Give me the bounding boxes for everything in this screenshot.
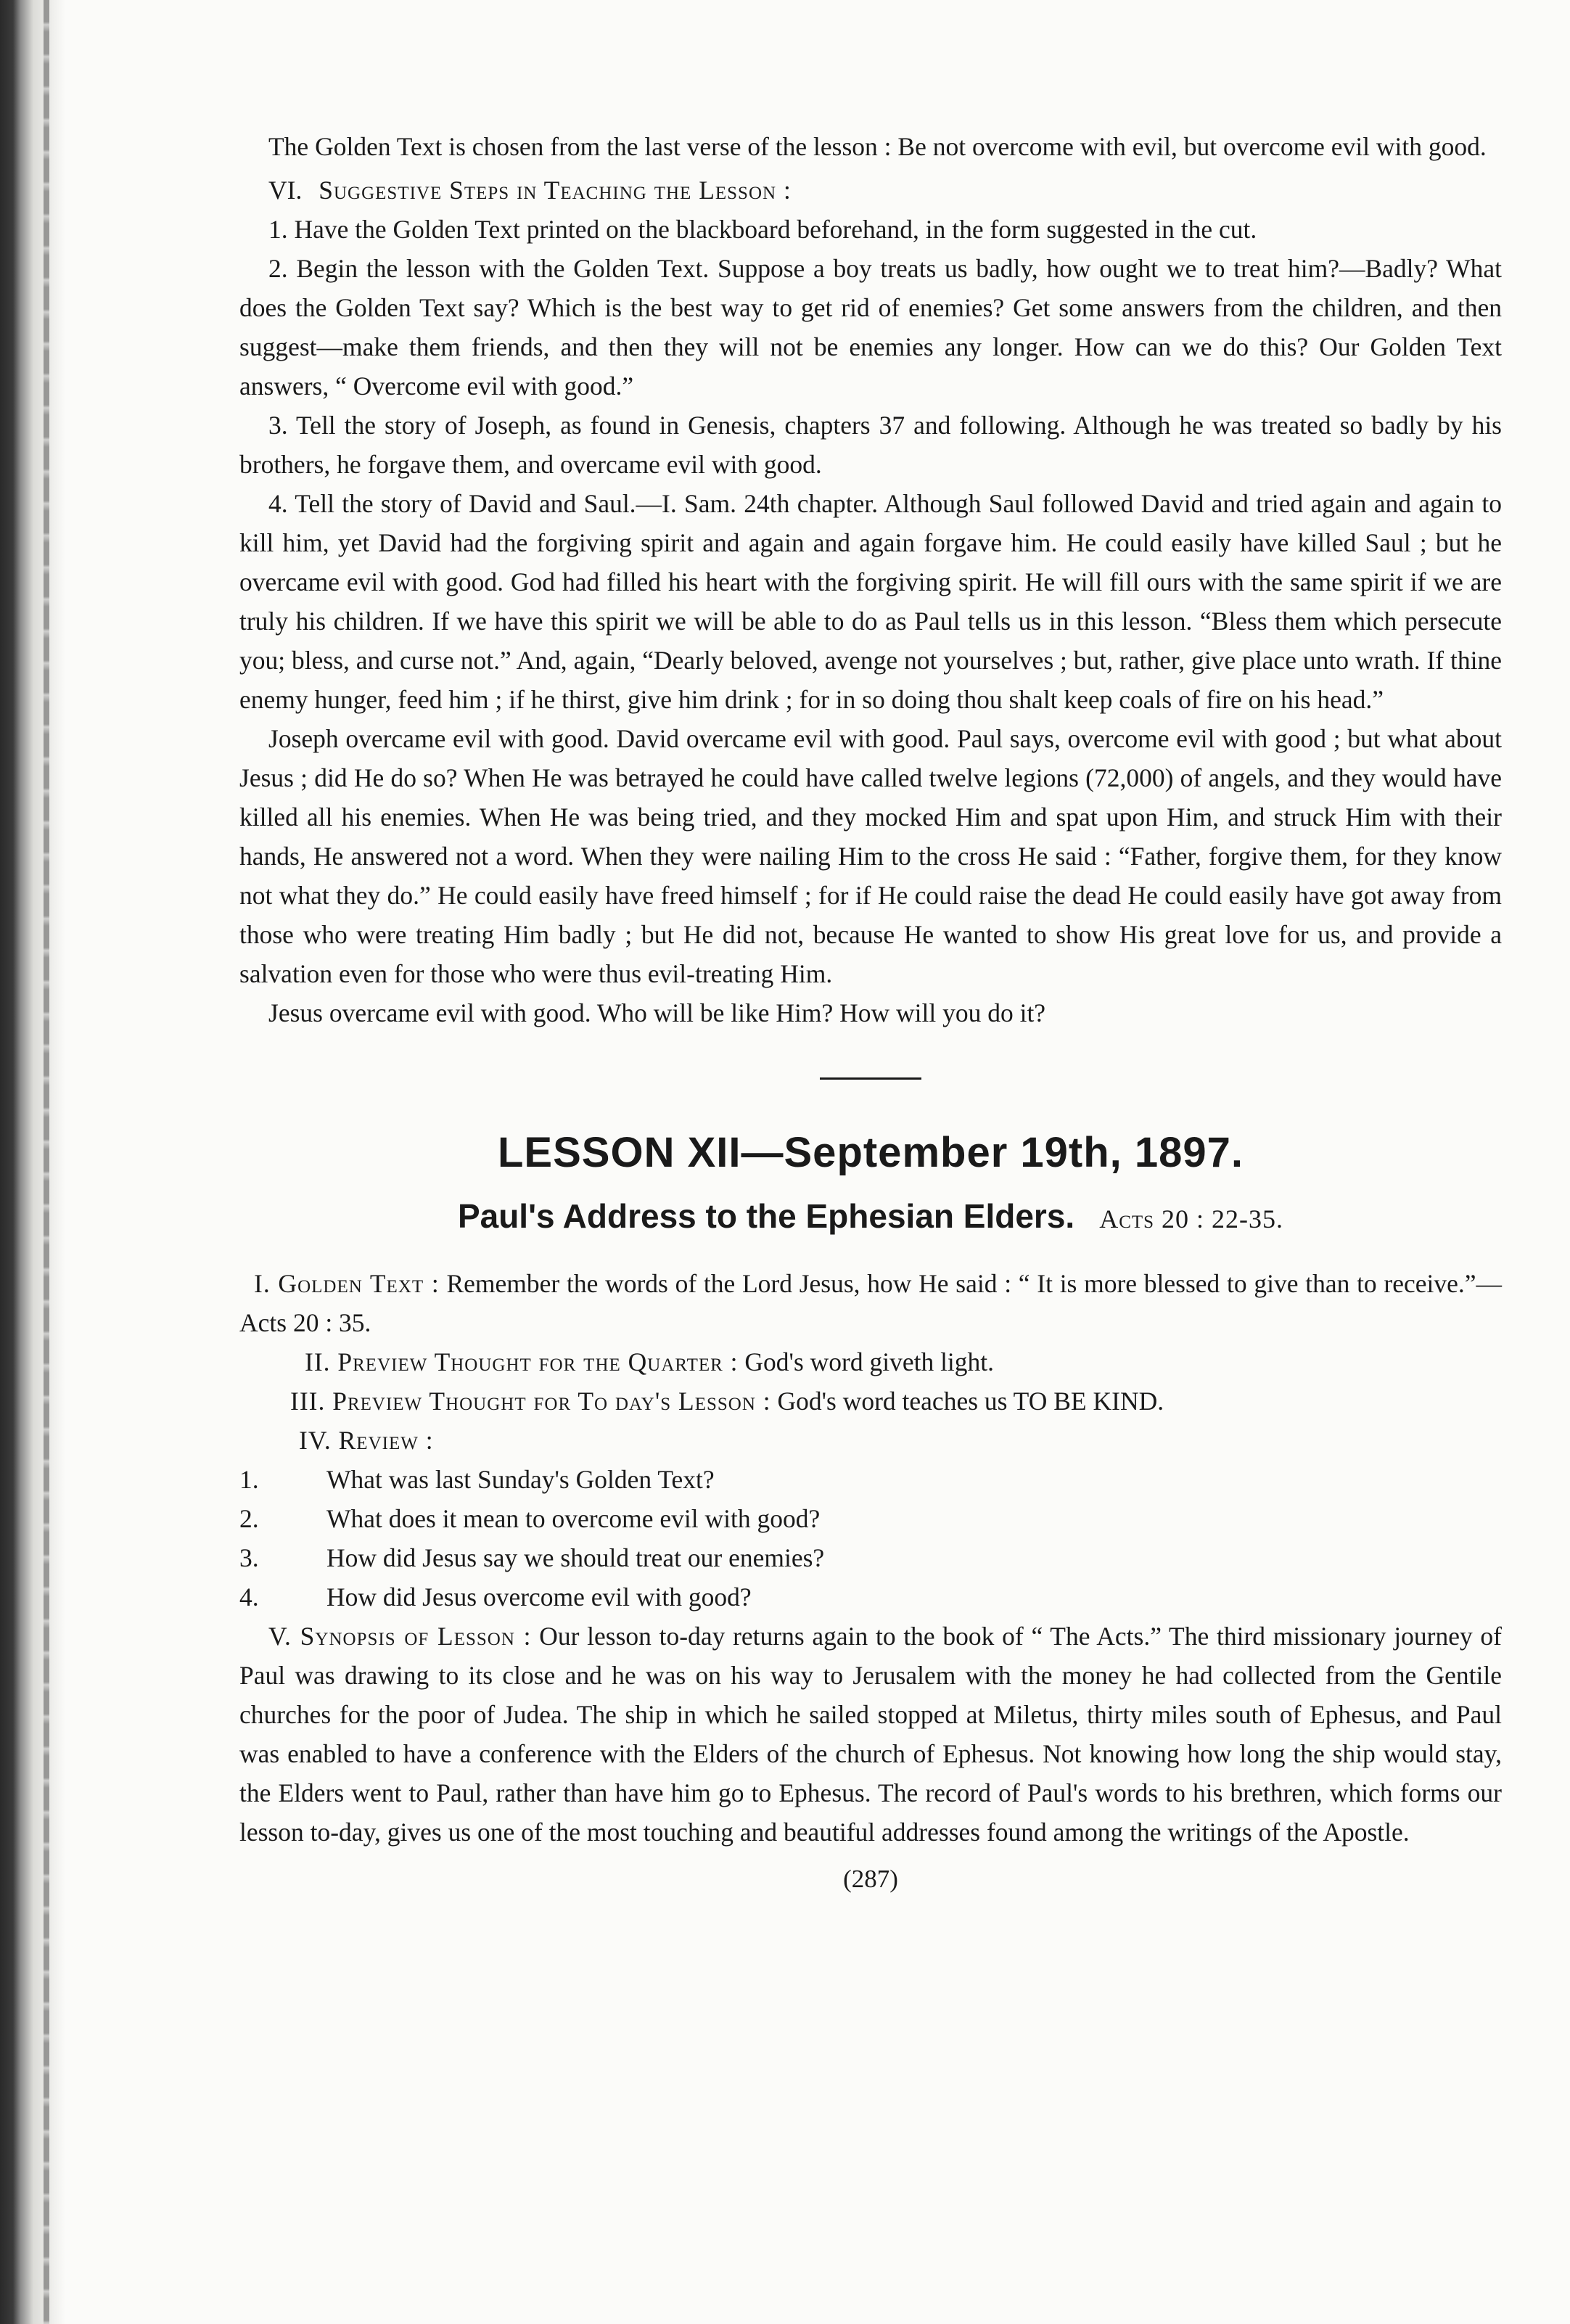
review-question: [239, 1538, 1502, 1577]
step-4: 4. Tell the story of David and Saul.—I. Sam. 24th chapter. Although Saul followed David and tried again and again to kill him, yet David had the forgiving spirit and again and again forgave him. He could easily have killed Saul ; but he overcame evil with good. God had filled his heart with the forgiving spirit. He will fill ours with the same spirit if we are truly his children. If we have this spirit we will be able to do as Paul tells us in this lesson. “Bless them which persecute you; bless, and curse not.” And, again, “Dearly beloved, avenge not yourselves ; but, rather, give place unto wrath. If thine enemy hunger, feed him ; if he thirst, give him drink ; for in so doing thou shalt keep coals of fire on his head.”: [239, 489, 1502, 714]
step-3: 3. Tell the story of Joseph, as found in Genesis, chapters 37 and following. Although he was treated so badly by his brothers, he forgave them, and overcame evil with good.: [239, 411, 1502, 479]
review-heading: [239, 1421, 1502, 1460]
review-question-number: 1.: [239, 1465, 259, 1494]
review-question-text: How did Jesus say we should treat our enemies?: [326, 1543, 825, 1572]
section-heading-text: Suggestive Steps in Teaching the Lesson :: [318, 176, 792, 205]
preview-quarter-text: God's word giveth light.: [744, 1347, 995, 1376]
synopsis-text: Our lesson to-day returns again to the book of “ The Acts.” The third missionary journey of Paul was drawing to its close and he was on his way to Jerusalem with the money he had collected from the Gentile churches for the poor of Judea. The ship in which he sailed stopped at Miletus, thirty miles south of Ephesus, and Paul was enabled to have a conference with the Elders of the church of Ephesus. Not knowing how long the ship would stay, the Elders went to Paul, rather than have him go to Ephesus. The record of Paul's words to his brethren, which forms our lesson to-day, gives us one of the most touching and beautiful addresses found among the writings of the Apostle.: [239, 1622, 1503, 1847]
review-question-text: How did Jesus overcome evil with good?: [326, 1582, 752, 1611]
golden-text-item: [239, 1264, 1502, 1342]
golden-text-paragraph: The Golden Text is chosen from the last verse of the lesson : Be not overcome with evil, but overcome evil with good.: [268, 132, 1487, 161]
review-label: IV. Review :: [299, 1426, 434, 1455]
closing-paragraph: Jesus overcame evil with good. Who will be like Him? How will you do it?: [268, 998, 1046, 1027]
lesson-subtitle-text: Paul's Address to the Ephesian Elders.: [457, 1197, 1075, 1235]
section-heading: [239, 171, 1502, 210]
scripture-reference: Acts 20 : 22-35.: [1099, 1204, 1284, 1233]
preview-quarter-item: [239, 1342, 1502, 1381]
document-page: [239, 127, 1502, 1894]
binding-shadow: [44, 0, 49, 2324]
step-1: 1. Have the Golden Text printed on the blackboard beforehand, in the form suggested in the cut.: [268, 215, 1257, 244]
joseph-paragraph: Joseph overcame evil with good. David overcame evil with good. Paul says, overcome evil with good ; but what about Jesus ; did He do so? When He was betrayed he could have called twelve legions (72,000) of angels, and they would have killed all his enemies. When He was being tried, and they mocked Him and spat upon Him, and struck Him with their hands, He answered not a word. When they were nailing Him to the cross He said : “Father, forgive them, for they know not what they do.” He could easily have freed himself ; for if He could raise the dead He could easily have got away from those who were treating Him badly ; but He did not, because He wanted to show His great love for us, and provide a salvation even for those who were thus evil-treating Him.: [239, 724, 1502, 988]
preview-today-label: III. Preview Thought for To day's Lesson :: [290, 1387, 771, 1416]
review-question-number: 3.: [239, 1543, 259, 1572]
golden-text-body: Remember the words of the Lord Jesus, how He said : “ It is more blessed to give than to receive.”—Acts 20 : 35.: [239, 1269, 1503, 1337]
review-question-text: What was last Sunday's Golden Text?: [326, 1465, 715, 1494]
synopsis-label: V. Synopsis of Lesson :: [268, 1622, 532, 1651]
preview-today-item: [239, 1381, 1502, 1421]
review-question: [239, 1460, 1502, 1499]
review-question-number: 4.: [239, 1582, 259, 1611]
preview-quarter-label: II. Preview Thought for the Quarter :: [305, 1347, 739, 1376]
review-question-text: What does it mean to overcome evil with good?: [326, 1504, 821, 1533]
lesson-title: LESSON XII—September 19th, 1897.: [497, 1129, 1244, 1176]
step-2: 2. Begin the lesson with the Golden Text. Suppose a boy treats us badly, how ought we to treat him?—Badly? What does the Golden Text say? Which is the best way to get rid of enemies? Get some answers from the children, and then suggest—make them friends, and then they will not be enemies any longer. How can we do this? Our Golden Text answers, “ Overcome evil with good.”: [239, 254, 1502, 401]
review-question: [239, 1577, 1502, 1617]
section-divider: [820, 1077, 921, 1080]
preview-today-text: God's word teaches us TO BE KIND.: [777, 1387, 1164, 1416]
review-question: [239, 1499, 1502, 1538]
page-number: (287): [843, 1865, 898, 1893]
review-question-number: 2.: [239, 1504, 259, 1533]
synopsis-paragraph: [239, 1617, 1502, 1852]
lesson-subtitle: [239, 1193, 1502, 1248]
section-heading-number: VI.: [268, 176, 303, 205]
golden-text-label: I. Golden Text :: [254, 1269, 440, 1298]
